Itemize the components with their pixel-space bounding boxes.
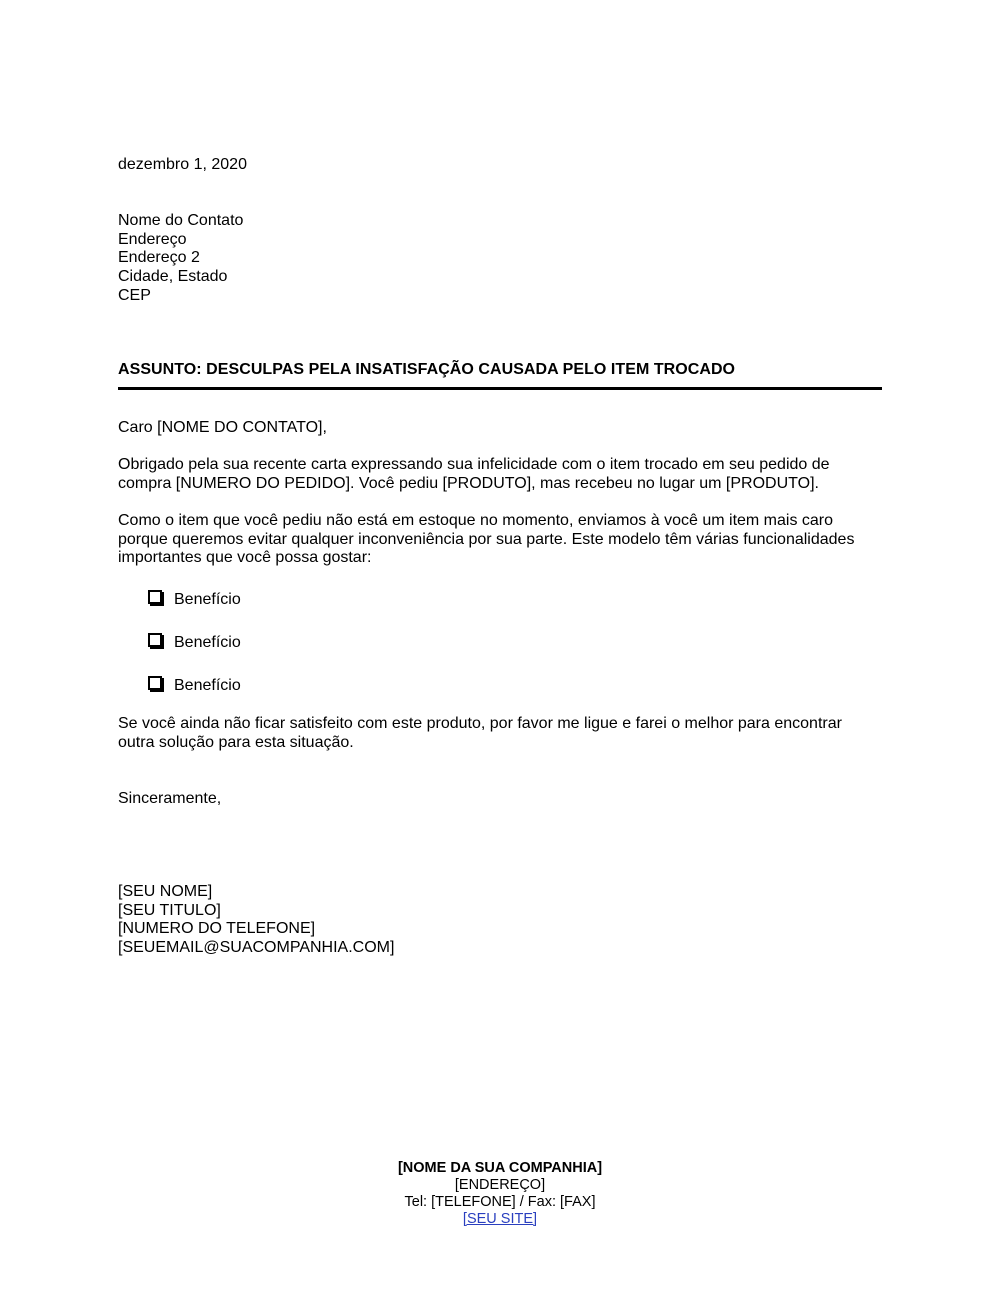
paragraph-1-line-1: Obrigado pela sua recente carta expressando sua infelicidade com o item trocado em seu pedido de <box>118 456 830 473</box>
closing: Sinceramente, <box>118 790 222 807</box>
letter-date: dezembro 1, 2020 <box>118 156 247 173</box>
paragraph-3-line-1: Se você ainda não ficar satisfeito com este produto, por favor me ligue e farei o melhor para encontrar <box>118 715 842 732</box>
paragraph-3 <box>118 715 888 752</box>
benefit-label: Benefício <box>174 590 241 608</box>
paragraph-1-line-2: compra [NUMERO DO PEDIDO]. Você pediu [PRODUTO], mas recebeu no lugar um [PRODUTO]. <box>118 474 819 492</box>
paragraph-2-line-2: porque queremos evitar qualquer inconveniência por sua parte. Este modelo têm várias funcionalidades <box>118 530 855 548</box>
paragraph-2-line-1: Como o item que você pediu não está em estoque no momento, enviamos à você um item mais caro <box>118 512 834 529</box>
benefit-item <box>148 632 241 654</box>
benefit-item <box>148 675 241 697</box>
paragraph-1 <box>118 456 888 493</box>
letter-subject: ASSUNTO: DESCULPAS PELA INSATISFAÇÃO CAUSADA PELO ITEM TROCADO <box>118 361 736 378</box>
signature-phone: [NUMERO DO TELEFONE] <box>118 920 316 938</box>
benefit-item <box>148 589 241 611</box>
subject-divider <box>118 387 882 390</box>
recipient-zip: CEP <box>118 286 151 304</box>
paragraph-2 <box>118 512 888 568</box>
signature-name: [SEU NOME] <box>118 883 213 900</box>
checkbox-icon <box>148 633 162 647</box>
recipient-city-state: Cidade, Estado <box>118 268 228 286</box>
signature-title: [SEU TITULO] <box>118 901 221 919</box>
signature-block <box>118 883 394 958</box>
paragraph-3-line-2: outra solução para esta situação. <box>118 733 354 751</box>
checkbox-icon <box>148 676 162 690</box>
signature-email: [SEUEMAIL@SUACOMPANHIA.COM] <box>118 939 395 957</box>
footer-contact: Tel: [TELEFONE] / Fax: [FAX] <box>404 1194 596 1210</box>
paragraph-2-line-3: importantes que você possa gostar: <box>118 549 372 567</box>
recipient-name: Nome do Contato <box>118 212 244 229</box>
recipient-address-line-2: Endereço 2 <box>118 249 200 267</box>
benefit-label: Benefício <box>174 676 241 694</box>
checkbox-icon <box>148 590 162 604</box>
footer-address: [ENDEREÇO] <box>454 1177 546 1193</box>
salutation: Caro [NOME DO CONTATO], <box>118 419 327 436</box>
footer-company-name: [NOME DA SUA COMPANHIA] <box>397 1160 603 1176</box>
recipient-address-line-1: Endereço <box>118 230 187 248</box>
footer-site-link[interactable]: [SEU SITE] <box>462 1211 538 1227</box>
recipient-address <box>118 212 243 305</box>
letter-footer <box>0 1160 1000 1228</box>
benefit-label: Benefício <box>174 633 241 651</box>
